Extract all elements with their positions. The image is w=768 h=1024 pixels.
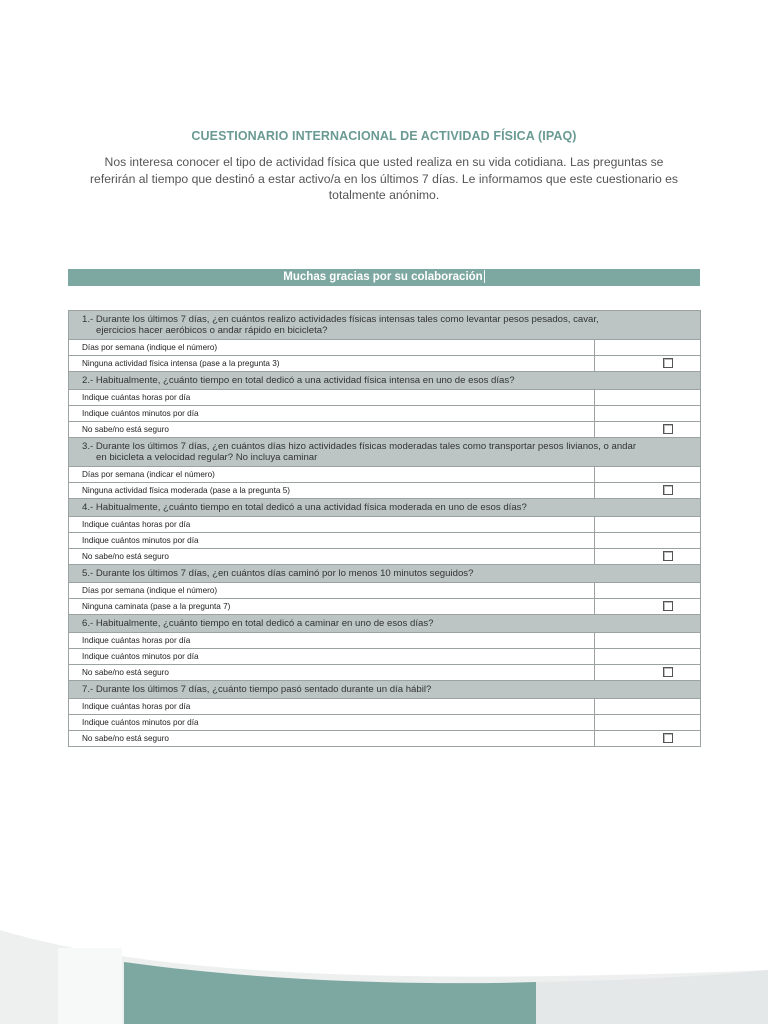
answer-row <box>69 422 701 438</box>
answer-label: No sabe/no está seguro <box>69 549 595 565</box>
thanks-text: Muchas gracias por su colaboración <box>283 271 483 283</box>
answer-label: Días por semana (indicar el número) <box>69 467 595 483</box>
answer-label: Indique cuántos minutos por día <box>69 715 595 731</box>
checkbox-cell <box>595 599 701 615</box>
question-header <box>69 311 701 340</box>
answer-row <box>69 583 701 599</box>
number-input-cell[interactable] <box>595 517 701 533</box>
checkbox[interactable] <box>663 667 673 677</box>
answer-label: Indique cuántos minutos por día <box>69 533 595 549</box>
checkbox-cell <box>595 549 701 565</box>
question-header <box>69 499 701 517</box>
question-text-cont: en bicicleta a velocidad regular? No incluya caminar <box>96 452 318 463</box>
number-input-cell[interactable] <box>595 649 701 665</box>
number-input-cell[interactable] <box>595 583 701 599</box>
question-text: 2.- Habitualmente, ¿cuánto tiempo en total dedicó a una actividad física intensa en uno de esos días? <box>82 375 515 386</box>
number-input-cell[interactable] <box>595 633 701 649</box>
checkbox-cell <box>595 665 701 681</box>
footer-decoration <box>0 900 768 1024</box>
question-text: 5.- Durante los últimos 7 días, ¿en cuántos días caminó por lo menos 10 minutos seguidos? <box>82 568 474 579</box>
number-input-cell[interactable] <box>595 340 701 356</box>
answer-label: Ninguna actividad física intensa (pase a la pregunta 3) <box>69 356 595 372</box>
number-input-cell[interactable] <box>595 533 701 549</box>
answer-row <box>69 356 701 372</box>
question-header <box>69 438 701 467</box>
answer-row <box>69 665 701 681</box>
answer-label: Indique cuántas horas por día <box>69 633 595 649</box>
number-input-cell[interactable] <box>595 467 701 483</box>
answer-label: No sabe/no está seguro <box>69 422 595 438</box>
answer-label: Indique cuántos minutos por día <box>69 649 595 665</box>
thanks-banner <box>68 269 700 286</box>
answer-label: Ninguna actividad física moderada (pase a la pregunta 5) <box>69 483 595 499</box>
answer-label: Indique cuántas horas por día <box>69 517 595 533</box>
answer-row <box>69 699 701 715</box>
checkbox-cell <box>595 731 701 747</box>
checkbox[interactable] <box>663 485 673 495</box>
question-header <box>69 681 701 699</box>
answer-row <box>69 715 701 731</box>
answer-row <box>69 633 701 649</box>
question-text: 1.- Durante los últimos 7 días, ¿en cuántos realizo actividades físicas intensas tales como levantar pesos pesados, cavar, <box>82 314 599 325</box>
checkbox-cell <box>595 356 701 372</box>
question-header <box>69 565 701 583</box>
answer-row <box>69 549 701 565</box>
page-title: CUESTIONARIO INTERNACIONAL DE ACTIVIDAD FÍSICA (IPAQ) <box>191 129 577 143</box>
answer-label: Indique cuántas horas por día <box>69 390 595 406</box>
footer-wave-teal <box>124 962 536 1024</box>
question-text: 6.- Habitualmente, ¿cuánto tiempo en total dedicó a caminar en uno de esos días? <box>82 618 434 629</box>
answer-row <box>69 533 701 549</box>
answer-label: Indique cuántos minutos por día <box>69 406 595 422</box>
answer-row <box>69 731 701 747</box>
footer-band-left <box>58 948 122 1024</box>
question-text: 3.- Durante los últimos 7 días, ¿en cuántos días hizo actividades físicas moderadas tales como transportar pesos livianos, o andar <box>82 441 637 452</box>
answer-row <box>69 467 701 483</box>
answer-label: Días por semana (indique el número) <box>69 340 595 356</box>
checkbox[interactable] <box>663 601 673 611</box>
number-input-cell[interactable] <box>595 390 701 406</box>
answer-row <box>69 517 701 533</box>
question-text-cont: ejercicios hacer aeróbicos o andar rápido en bicicleta? <box>96 325 328 336</box>
checkbox[interactable] <box>663 424 673 434</box>
text-cursor <box>484 270 485 283</box>
checkbox[interactable] <box>663 358 673 368</box>
question-text: 4.- Habitualmente, ¿cuánto tiempo en total dedicó a una actividad física moderada en uno de esos días? <box>82 502 527 513</box>
answer-row <box>69 649 701 665</box>
answer-label: Días por semana (indique el número) <box>69 583 595 599</box>
answer-row <box>69 483 701 499</box>
question-header <box>69 615 701 633</box>
answer-label: Ninguna caminata (pase a la pregunta 7) <box>69 599 595 615</box>
question-text: 7.- Durante los últimos 7 días, ¿cuánto tiempo pasó sentado durante un día hábil? <box>82 684 432 695</box>
answer-label: Indique cuántas horas por día <box>69 699 595 715</box>
questionnaire-table <box>68 310 701 747</box>
answer-label: No sabe/no está seguro <box>69 665 595 681</box>
answer-row <box>69 406 701 422</box>
checkbox[interactable] <box>663 733 673 743</box>
checkbox-cell <box>595 422 701 438</box>
checkbox-cell <box>595 483 701 499</box>
answer-row <box>69 340 701 356</box>
number-input-cell[interactable] <box>595 406 701 422</box>
checkbox[interactable] <box>663 551 673 561</box>
answer-row <box>69 599 701 615</box>
answer-label: No sabe/no está seguro <box>69 731 595 747</box>
number-input-cell[interactable] <box>595 715 701 731</box>
intro-text: Nos interesa conocer el tipo de actividad física que usted realiza en su vida cotidiana. Las preguntas se referirán al tiempo que destinó a estar activo/a en los últimos 7 días. Le informamos que este cuestionario es totalmente anónimo. <box>89 155 679 202</box>
number-input-cell[interactable] <box>595 699 701 715</box>
question-header <box>69 372 701 390</box>
answer-row <box>69 390 701 406</box>
